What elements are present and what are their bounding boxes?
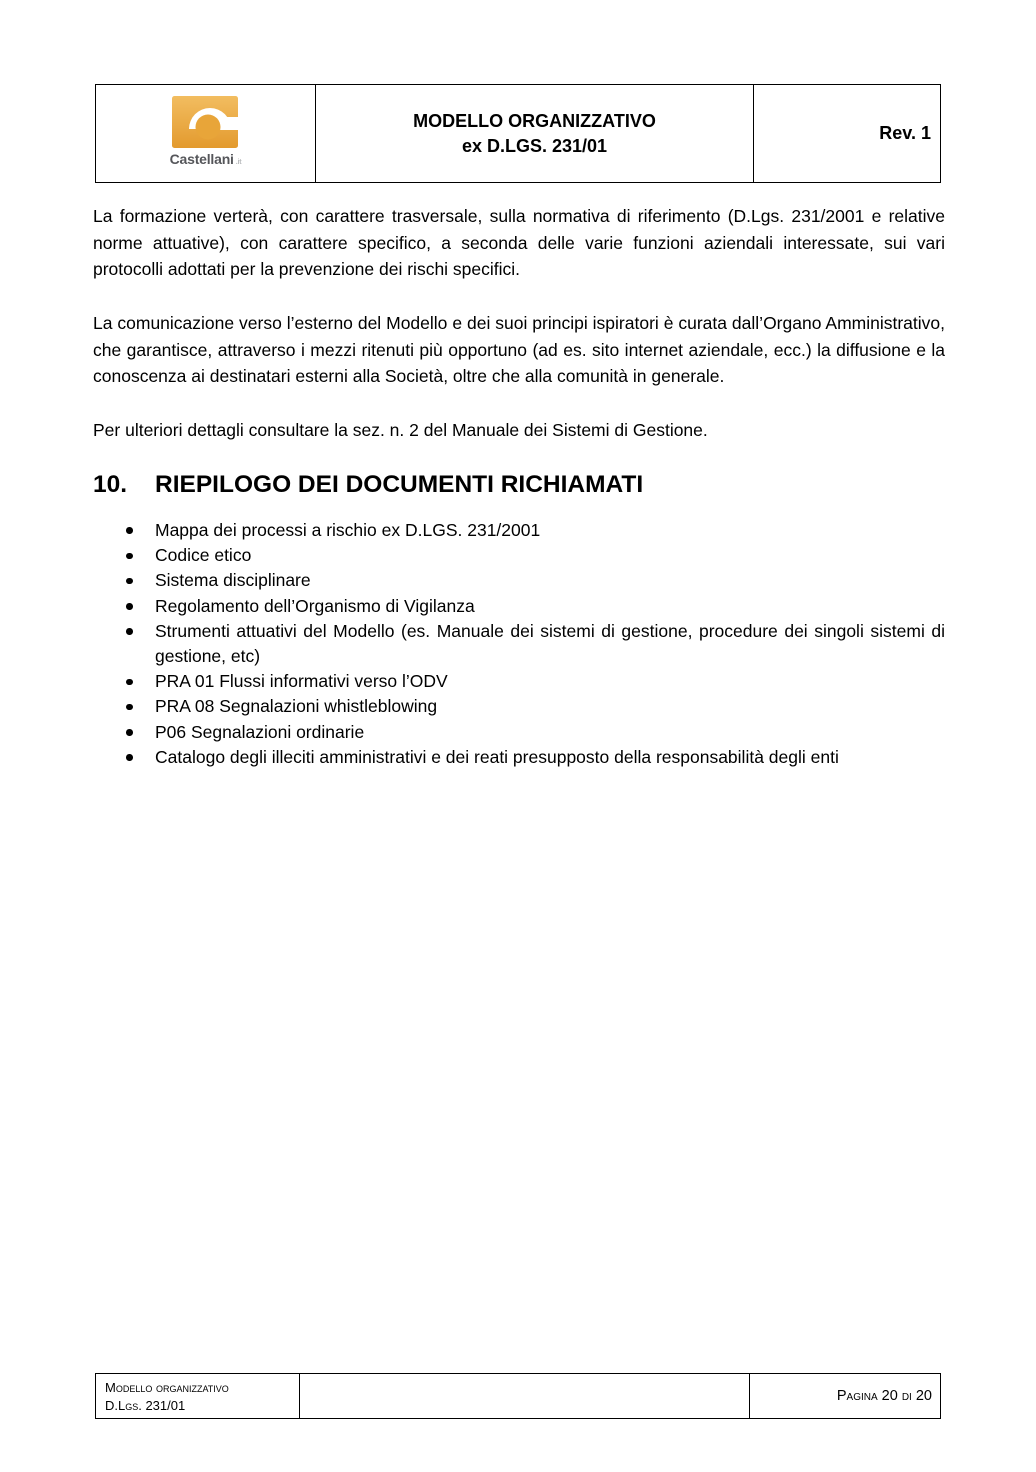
list-item: PRA 08 Segnalazioni whistleblowing bbox=[93, 694, 945, 719]
footer-doc-title-line1: Modello organizzativo bbox=[105, 1380, 229, 1395]
header-logo-cell bbox=[96, 85, 316, 182]
list-item: PRA 01 Flussi informativi verso l’ODV bbox=[93, 669, 945, 694]
footer-doc-title-line2: D.Lgs. 231/01 bbox=[105, 1398, 186, 1413]
header-table bbox=[95, 84, 941, 183]
header-title-cell bbox=[316, 85, 754, 182]
list-item: Catalogo degli illeciti amministrativi e dei reati presupposto della responsabilità degli enti bbox=[93, 745, 945, 770]
revision-label: Rev. 1 bbox=[879, 123, 931, 143]
section-number: 10. bbox=[93, 470, 128, 498]
list-item: P06 Segnalazioni ordinarie bbox=[93, 720, 945, 745]
referenced-documents-list bbox=[93, 518, 945, 770]
section-heading bbox=[93, 470, 945, 500]
body-paragraph-2: La comunicazione verso l’esterno del Modello e dei suoi principi ispiratori è curata dall’Organo Amministrativo, che garantisce, attraverso i mezzi ritenuti più opportuno (ad es. sito internet aziendale, ecc.) la diffusione e la conoscenza ai destinatari esterni alla Società, oltre che alla comunità in generale. bbox=[93, 312, 945, 387]
header-title-line2: ex D.LGS. 231/01 bbox=[461, 135, 608, 156]
logo-brand-text bbox=[170, 151, 242, 171]
list-item: Mappa dei processi a rischio ex D.LGS. 231/2001 bbox=[93, 518, 945, 543]
list-item: Sistema disciplinare bbox=[93, 568, 945, 593]
footer-page-number: Pagina 20 di 20 bbox=[836, 1388, 932, 1404]
list-item: Strumenti attuativi del Modello (es. Manuale dei sistemi di gestione, procedure dei singoli sistemi di gestione, etc) bbox=[93, 619, 945, 669]
logo-brand-name: Castellani bbox=[169, 151, 234, 167]
footer-doc-title bbox=[96, 1374, 300, 1418]
footer-spacer-cell bbox=[300, 1374, 750, 1418]
body-paragraph-1: La formazione verterà, con carattere trasversale, sulla normativa di riferimento (D.Lgs. 231/2001 e relative norme attuative), con carattere specifico, a seconda delle varie funzioni aziendali interessate, sui vari protocolli adottati per la prevenzione dei rischi specifici. bbox=[93, 206, 945, 280]
list-item: Regolamento dell’Organismo di Vigilanza bbox=[93, 594, 945, 619]
document-body bbox=[93, 203, 945, 770]
castellani-logo-icon bbox=[172, 96, 238, 148]
body-paragraph-3: Per ulteriori dettagli consultare la sez. n. 2 del Manuale dei Sistemi di Gestione. bbox=[93, 419, 708, 440]
castellani-logo bbox=[170, 96, 242, 171]
header-title-line1: MODELLO ORGANIZZATIVO bbox=[413, 110, 656, 131]
section-title: RIEPILOGO DEI DOCUMENTI RICHIAMATI bbox=[155, 470, 644, 498]
logo-brand-suffix: .it bbox=[235, 159, 242, 166]
list-item: Codice etico bbox=[93, 543, 945, 568]
footer-table bbox=[95, 1373, 941, 1419]
